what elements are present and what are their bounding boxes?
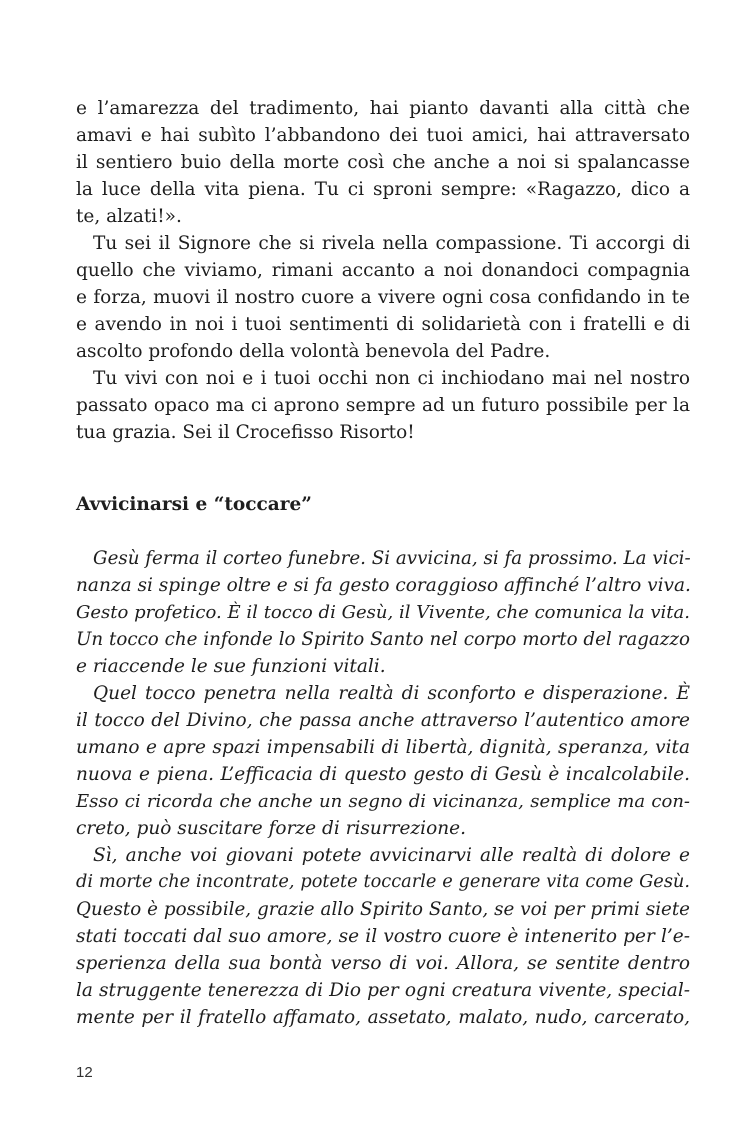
page-number: 12 — [76, 1064, 93, 1081]
text-line: e avendo in noi i tuoi sentimenti di solidarietà con i fratelli e di — [76, 314, 690, 335]
text-line: Gesù ferma il corteo funebre. Si avvicina, si fa prossimo. La vici- — [93, 548, 691, 569]
text-line: e l’amarezza del tradimento, hai pianto davanti alla città che — [76, 98, 690, 119]
text-line: sperienza della sua bontà verso di voi. Allora, se sentite dentro — [76, 953, 690, 974]
text-line: la luce della vita piena. Tu ci sproni sempre: «Ragazzo, dico a — [76, 179, 690, 200]
text-line: Gesto profetico. È il tocco di Gesù, il Vivente, che comunica la vita. — [76, 602, 690, 623]
text-line: amavi e hai subìto l’abbandono dei tuoi amici, hai attraversato — [76, 125, 690, 146]
page-text-block — [76, 0, 690, 1134]
text-line: ascolto profondo della volontà benevola del Padre. — [76, 341, 551, 362]
text-line: Esso ci ricorda che anche un segno di vicinanza, semplice ma con- — [76, 791, 690, 812]
text-line: passato opaco ma ci aprono sempre ad un futuro possibile per la — [76, 395, 690, 416]
text-line: Tu vivi con noi e i tuoi occhi non ci inchiodano mai nel nostro — [93, 368, 690, 389]
text-line: quello che viviamo, rimani accanto a noi donandoci compagnia — [76, 260, 690, 281]
text-line: tua grazia. Sei il Crocefisso Risorto! — [76, 422, 415, 443]
section-heading: Avvicinarsi e “toccare” — [76, 494, 312, 515]
text-line: Questo è possibile, grazie allo Spirito Santo, se voi per primi siete — [76, 899, 690, 920]
text-line: il tocco del Divino, che passa anche attraverso l’autentico amore — [76, 710, 690, 731]
text-line: Quel tocco penetra nella realtà di sconforto e disperazione. È — [93, 683, 690, 704]
text-line: Tu sei il Signore che si rivela nella compassione. Ti accorgi di — [93, 233, 690, 254]
text-line: il sentiero buio della morte così che anche a noi si spalancasse — [76, 152, 690, 173]
text-line: creto, può suscitare forze di risurrezione. — [76, 818, 466, 839]
text-line: nanza si spinge oltre e si fa gesto coraggioso affinché l’altro viva. — [76, 575, 691, 596]
text-line: te, alzati!». — [76, 206, 182, 227]
text-line: e riaccende le sue funzioni vitali. — [76, 656, 386, 677]
text-line: di morte che incontrate, potete toccarle e generare vita come Gesù. — [76, 872, 690, 892]
text-line: Sì, anche voi giovani potete avvicinarvi alle realtà di dolore e — [93, 845, 690, 866]
text-line: stati toccati dal suo amore, se il vostro cuore è intenerito per l’e- — [76, 926, 690, 947]
text-line: Un tocco che infonde lo Spirito Santo nel corpo morto del ragazzo — [76, 629, 690, 650]
text-line: umano e apre spazi impensabili di libertà, dignità, speranza, vita — [76, 737, 690, 758]
text-line: mente per il fratello affamato, assetato, malato, nudo, carcerato, — [76, 1007, 690, 1028]
text-line: la struggente tenerezza di Dio per ogni creatura vivente, special- — [76, 980, 690, 1001]
text-line: e forza, muovi il nostro cuore a vivere ogni cosa confidando in te — [76, 287, 690, 308]
text-line: nuova e piena. L’efficacia di questo gesto di Gesù è incalcolabile. — [76, 764, 690, 785]
